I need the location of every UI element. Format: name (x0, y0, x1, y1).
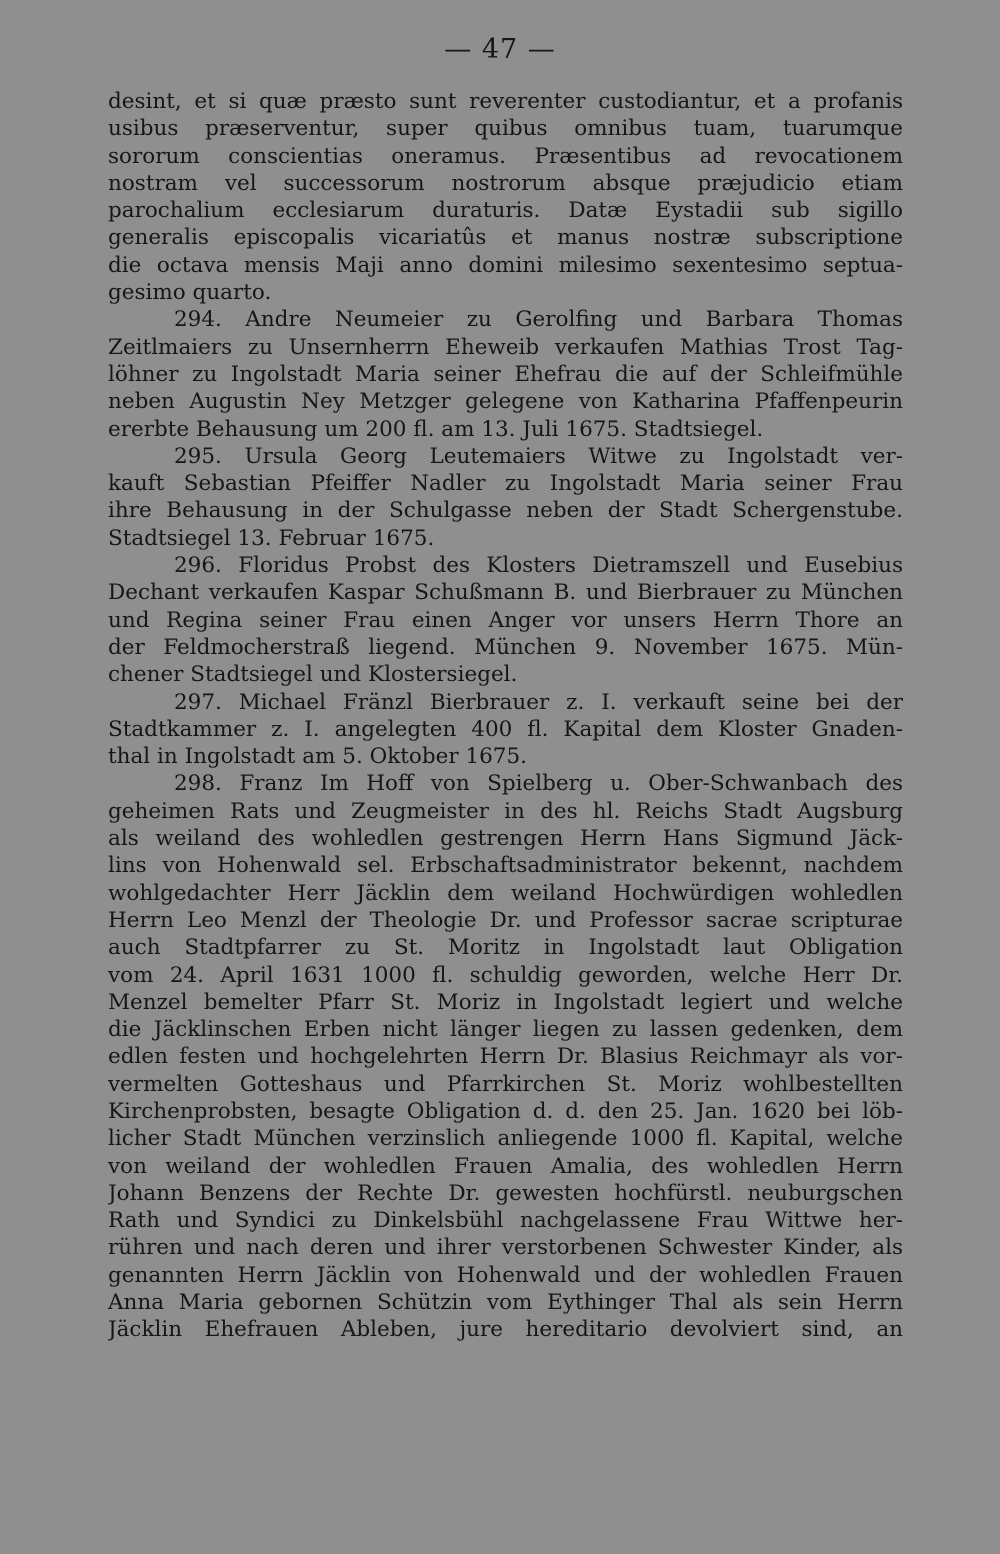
text-line: chener Stadtsiegel und Klostersiegel. (108, 662, 518, 688)
text-line: Kirchenprobsten, besagte Obligation d. d. den 25. Jan. 1620 bei löb- (108, 1098, 903, 1124)
text-line: neben Augustin Ney Metzger gelegene von Katharina Pfaffenpeurin (108, 389, 903, 415)
text-line: löhner zu Ingolstadt Maria seiner Ehefrau die auf der Schleifmühle (108, 361, 903, 387)
text-line: 297. Michael Fränzl Bierbrauer z. I. verkauft seine bei der (174, 689, 903, 715)
text-line: vom 24. April 1631 1000 fl. schuldig geworden, welche Herr Dr. (108, 962, 903, 988)
text-line: Dechant verkaufen Kaspar Schußmann B. und Bierbrauer zu München (108, 580, 903, 606)
text-line: kauft Sebastian Pfeiffer Nadler zu Ingolstadt Maria seiner Frau (108, 471, 903, 497)
text-line: 295. Ursula Georg Leutemaiers Witwe zu Ingolstadt ver- (174, 443, 903, 469)
text-line: generalis episcopalis vicariatûs et manus nostræ subscriptione (108, 225, 903, 251)
text-line: die Jäcklinschen Erben nicht länger liegen zu lassen gedenken, dem (108, 1017, 903, 1043)
text-line: edlen festen und hochgelehrten Herrn Dr. Blasius Reichmayr als vor- (108, 1044, 903, 1070)
text-line: Anna Maria gebornen Schützin vom Eythinger Thal als sein Herrn (108, 1290, 903, 1316)
text-line: auch Stadtpfarrer zu St. Moritz in Ingolstadt laut Obligation (108, 935, 903, 961)
text-line: die octava mensis Maji anno domini milesimo sexentesimo septua- (108, 252, 903, 278)
text-line: von weiland der wohledlen Frauen Amalia, des wohledlen Herrn (108, 1153, 903, 1179)
text-line: Menzel bemelter Pfarr St. Moriz in Ingolstadt legiert und welche (108, 989, 903, 1015)
text-line: vermelten Gotteshaus und Pfarrkirchen St. Moriz wohlbestellten (108, 1071, 903, 1097)
text-line: nostram vel successorum nostrorum absque præjudicio etiam (108, 170, 903, 196)
text-line: als weiland des wohledlen gestrengen Herrn Hans Sigmund Jäck- (108, 826, 903, 852)
text-line: thal in Ingolstadt am 5. Oktober 1675. (108, 744, 527, 770)
body-text (108, 88, 903, 1344)
text-line: und Regina seiner Frau einen Anger vor unsers Herrn Thore an (108, 607, 903, 633)
text-line: usibus præserventur, super quibus omnibus tuam, tuarumque (108, 116, 903, 142)
text-line: Jäcklin Ehefrauen Ableben, jure hereditario devolviert sind, an (108, 1317, 903, 1343)
page-number: — 47 — (444, 34, 556, 65)
text-line: gesimo quarto. (108, 280, 272, 306)
text-line: Zeitlmaiers zu Unsernherrn Eheweib verkaufen Mathias Trost Tag- (108, 334, 903, 360)
text-line: der Feldmocherstraß liegend. München 9. November 1675. Mün- (108, 634, 903, 660)
text-line: Rath und Syndici zu Dinkelsbühl nachgelassene Frau Wittwe her- (108, 1208, 903, 1234)
text-line: genannten Herrn Jäcklin von Hohenwald und der wohledlen Frauen (108, 1262, 903, 1288)
text-line: Herrn Leo Menzl der Theologie Dr. und Professor sacrae scripturae (108, 907, 903, 933)
text-line: licher Stadt München verzinslich anliegende 1000 fl. Kapital, welche (108, 1126, 903, 1152)
text-line: ihre Behausung in der Schulgasse neben der Stadt Schergenstube. (108, 498, 903, 524)
text-line: desint, et si quæ præsto sunt reverenter custodiantur, et a profanis (108, 89, 903, 114)
text-line: sororum conscientias oneramus. Præsentibus ad revocationem (108, 143, 903, 169)
text-line: lins von Hohenwald sel. Erbschaftsadministrator bekennt, nachdem (108, 853, 903, 879)
text-line: wohlgedachter Herr Jäcklin dem weiland Hochwürdigen wohledlen (108, 880, 903, 906)
text-line: Stadtkammer z. I. angelegten 400 fl. Kapital dem Kloster Gnaden- (108, 716, 903, 742)
text-line: 298. Franz Im Hoff von Spielberg u. Ober-Schwanbach des (174, 771, 903, 797)
text-line: 296. Floridus Probst des Klosters Dietramszell und Eusebius (174, 553, 903, 579)
text-line: 294. Andre Neumeier zu Gerolfing und Barbara Thomas (174, 307, 903, 333)
text-line: Johann Benzens der Rechte Dr. gewesten hochfürstl. neuburgschen (108, 1180, 903, 1206)
text-line: Stadtsiegel 13. Februar 1675. (108, 525, 435, 551)
text-line: ererbte Behausung um 200 fl. am 13. Juli 1675. Stadtsiegel. (108, 416, 764, 442)
text-line: parochalium ecclesiarum duraturis. Datæ Eystadii sub sigillo (108, 198, 903, 224)
text-line: rühren und nach deren und ihrer verstorbenen Schwester Kinder, als (108, 1235, 903, 1261)
text-line: geheimen Rats und Zeugmeister in des hl. Reichs Stadt Augsburg (108, 798, 903, 824)
